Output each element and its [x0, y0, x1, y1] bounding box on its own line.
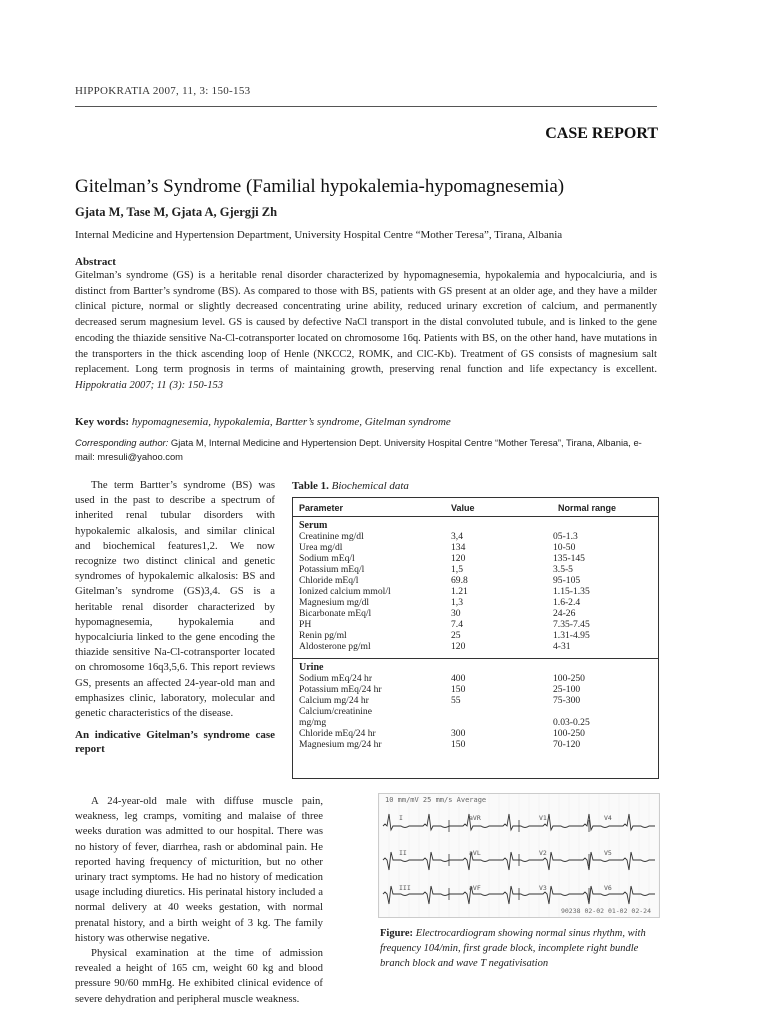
ecg-lead-label: V6 — [604, 884, 612, 892]
table-cell: 69.8 — [451, 575, 468, 586]
table-cell: Ionized calcium mmol/l — [299, 586, 391, 597]
ecg-lead-label: III — [399, 884, 411, 892]
ecg-lead-label: II — [399, 849, 407, 857]
table-row — [293, 630, 658, 641]
table-cell: Magnesium mg/dl — [299, 597, 370, 608]
ecg-figure — [378, 793, 660, 918]
abstract-citation: Hippokratia 2007; 11 (3): 150-153 — [75, 379, 224, 391]
table-cell: Sodium mEq/24 hr — [299, 673, 373, 684]
table-cell: 25 — [451, 630, 461, 641]
table-cell: Renin pg/ml — [299, 630, 347, 641]
header-value: Value — [451, 503, 475, 513]
table-cell: PH — [299, 619, 312, 630]
ecg-header: 10 mm/mV 25 mm/s Average — [385, 796, 487, 804]
ecg-lead-label: aVL — [469, 849, 481, 857]
case-paragraph-2: Physical examination at the time of admission revealed a height of 165 cm, weight 60 kg and blood pressure 90/60 mmHg. He exhibited clinical evidence of severe dehydration and peripheral muscle weakness. — [75, 947, 323, 1005]
table-cell: 134 — [451, 542, 466, 553]
ecg-lead-label: V2 — [539, 849, 547, 857]
table-row — [293, 553, 658, 564]
corresponding-value: Gjata M, Internal Medicine and Hypertension Dept. University Hospital Centre “Mother Teresa”, Tirana, Albania, e-mail: mresuli@yahoo.com — [75, 437, 642, 462]
table-cell: 1,5 — [451, 564, 463, 575]
table-cell: 25-100 — [553, 684, 581, 695]
table-cell: 1.15-1.35 — [553, 586, 590, 597]
ecg-trace — [379, 794, 659, 917]
header-normal-range: Normal range — [558, 503, 617, 513]
serum-section-heading: Serum — [299, 520, 328, 531]
table-cell: Creatinine mg/dl — [299, 531, 364, 542]
table-cell: 10-50 — [553, 542, 576, 553]
keywords — [75, 416, 451, 428]
table-section-divider — [293, 658, 658, 659]
header-parameter: Parameter — [299, 503, 344, 513]
table-cell: 05-1.3 — [553, 531, 578, 542]
table-cell: 4-31 — [553, 641, 571, 652]
table-row — [293, 739, 658, 750]
ecg-lead-label: aVR — [469, 814, 481, 822]
ecg-lead-label: V4 — [604, 814, 612, 822]
table-row — [293, 695, 658, 706]
table-header — [293, 498, 658, 517]
case-paragraph-1: A 24-year-old male with diffuse muscle pain, weakness, leg cramps, vomiting and malaise of three weeks duration was admitted to our hospital. There was no history of fever, diarrhea, rash or abdominal pain. He reported having frequency of micturition, but no other urinary tract symptoms. He had no history of medication usage including diuretics. His perinatal history included a normal delivery at 40 weeks gestation, with normal prenatal history, and a birth weight of 3 kg. The family history was otherwise negative. — [75, 795, 323, 944]
corresponding-label: Corresponding author: — [75, 437, 169, 448]
table-caption-number: Table 1. — [292, 480, 329, 492]
table-cell: 70-120 — [553, 739, 581, 750]
figure-caption — [380, 926, 660, 971]
table-row — [293, 586, 658, 597]
table-cell: 75-300 — [553, 695, 581, 706]
table-row — [293, 608, 658, 619]
article-authors: Gjata M, Tase M, Gjata A, Gjergji Zh — [75, 205, 278, 219]
article-title: Gitelman’s Syndrome (Familial hypokalemia-hypomagnesemia) — [75, 176, 565, 197]
table-cell: Chloride mEq/24 hr — [299, 728, 376, 739]
table-cell: 3,4 — [451, 531, 463, 542]
table-cell: mg/mg — [299, 717, 327, 728]
table-cell: 120 — [451, 553, 466, 564]
table-cell: Calcium mg/24 hr — [299, 695, 369, 706]
table-caption-title: Biochemical data — [331, 480, 409, 492]
table-cell: Sodium mEq/l — [299, 553, 355, 564]
table-cell: 150 — [451, 684, 466, 695]
header-rule — [75, 106, 657, 107]
table-cell: 24-26 — [553, 608, 576, 619]
abstract-text: Gitelman’s syndrome (GS) is a heritable renal disorder characterized by hypomagnesemia, hypokalemia and hypocalciuria, and is distinct from Bartter’s syndrome (BS). As compared to those with BS, patients with GS present at an older age, and they have a milder clinical picture, normal or slightly decreased concentrating urine ability, reduced urinary excretion of calcium, and permanently decreased serum magnesium level. GS is caused by defective NaCl transport in the distal convoluted tubule, and is linked to the gene encoding the thiazide sensitive Na-Cl-cotransporter located on chromosome 16q. Patients with BS, on the other hand, have mutations in the transporters in the thick ascending loop of Henle (NKCC2, ROMK, and ClC-Kb). Treatment of GS consists of magnesium salt replacement. Long term prognosis in terms of maintaining growth, preserving renal function and life expectancy is excellent. — [75, 270, 657, 376]
table-row — [293, 728, 658, 739]
journal-citation: HIPPOKRATIA 2007, 11, 3: 150-153 — [75, 85, 251, 97]
biochemical-table — [292, 497, 659, 779]
ecg-lead-label: aVF — [469, 884, 481, 892]
table-cell: Magnesium mg/24 hr — [299, 739, 382, 750]
table-cell: 0.03-0.25 — [553, 717, 590, 728]
figure-caption-text: Electrocardiogram showing normal sinus rhythm, with frequency 104/min, first grade block, incomplete right bundle branch block and wave T negativisation — [380, 928, 646, 969]
ecg-lead-label: V3 — [539, 884, 547, 892]
table-cell: 1.31-4.95 — [553, 630, 590, 641]
case-text — [75, 794, 323, 1007]
table-cell: 30 — [451, 608, 461, 619]
table-row — [293, 684, 658, 695]
table-cell: 3.5-5 — [553, 564, 573, 575]
table-cell: 300 — [451, 728, 466, 739]
section-label: CASE REPORT — [545, 125, 658, 142]
table-cell: Calcium/creatinine — [299, 706, 372, 717]
table-row — [293, 575, 658, 586]
case-subheading: An indicative Gitelman’s syndrome case report — [75, 729, 275, 756]
table-cell: 100-250 — [553, 728, 585, 739]
intro-paragraph: The term Bartter’s syndrome (BS) was used in the past to describe a spectrum of inherited renal tubular disorders with hypokalemic alkalosis, and similar clinical and biochemical features1,2. We now recognize two distinct clinical and genetic syndromes of hypokalemic alkalosis: BS and Gitelman’s syndrome (GS)3,4. GS is a heritable renal disorder characterized by hypomagnesemia, hypokalemia and hypocalciuria linked to the gene encoding the thiazide sensitive Na-Cl-cotransporter located on chromosome 16q3,5,6. This report reviews GS, presents an affected 24-year-old man and emphasizes clinic, laboratory, molecular and genetic characteristics of the disease. — [75, 479, 275, 720]
table-row — [293, 531, 658, 542]
table-cell: Chloride mEq/l — [299, 575, 359, 586]
table-cell: 120 — [451, 641, 466, 652]
ecg-footer: 90238 02-02 01-02 02-24 — [560, 907, 651, 915]
corresponding-author — [75, 436, 657, 464]
abstract-body — [75, 268, 657, 394]
table-cell: 100-250 — [553, 673, 585, 684]
table-caption — [292, 480, 409, 492]
table-row — [293, 564, 658, 575]
table-cell: 150 — [451, 739, 466, 750]
table-row — [293, 641, 658, 652]
figure-caption-label: Figure: — [380, 928, 414, 939]
keywords-value: hypomagnesemia, hypokalemia, Bartter’s syndrome, Gitelman syndrome — [131, 416, 451, 428]
urine-section-heading: Urine — [299, 662, 324, 673]
table-cell: 135-145 — [553, 553, 585, 564]
table-cell: 55 — [451, 695, 461, 706]
table-cell: 95-105 — [553, 575, 581, 586]
left-column — [75, 478, 275, 759]
table-row — [293, 673, 658, 684]
table-cell: Potassium mEq/l — [299, 564, 365, 575]
article-affiliation: Internal Medicine and Hypertension Department, University Hospital Centre “Mother Teresa”, Tirana, Albania — [75, 229, 563, 241]
table-cell: Urea mg/dl — [299, 542, 343, 553]
table-cell: 400 — [451, 673, 466, 684]
table-row — [293, 619, 658, 630]
table-cell: Aldosterone pg/ml — [299, 641, 371, 652]
table-cell: 1.6-2.4 — [553, 597, 581, 608]
table-cell: Bicarbonate mEq/l — [299, 608, 372, 619]
table-cell: 7.35-7.45 — [553, 619, 590, 630]
ecg-lead-label: V1 — [539, 814, 547, 822]
keywords-label: Key words: — [75, 416, 130, 428]
table-cell: 1,3 — [451, 597, 463, 608]
table-row — [293, 706, 658, 717]
table-cell: 7.4 — [451, 619, 463, 630]
ecg-lead-label: I — [399, 814, 403, 822]
table-row — [293, 717, 658, 728]
table-row — [293, 542, 658, 553]
table-cell: Potassium mEq/24 hr — [299, 684, 382, 695]
table-row — [293, 597, 658, 608]
table-cell: 1.21 — [451, 586, 468, 597]
abstract-heading: Abstract — [75, 256, 116, 268]
ecg-lead-label: V5 — [604, 849, 612, 857]
